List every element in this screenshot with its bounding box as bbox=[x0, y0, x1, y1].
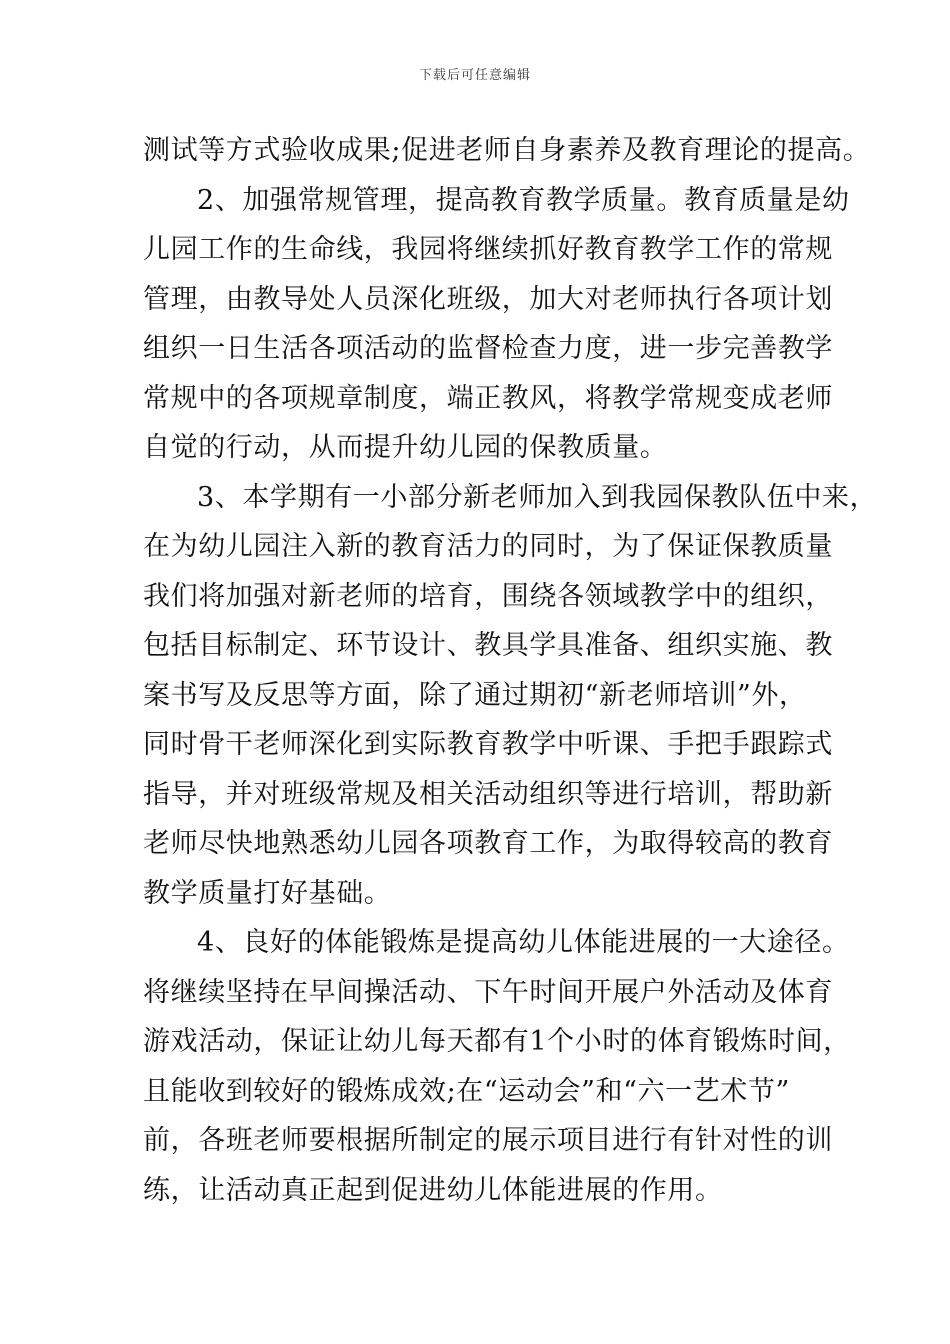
text-line: 测试等方式验收成果;促进老师自身素养及教育理论的提高。 bbox=[143, 135, 871, 166]
text-line: 组织一日生活各项活动的监督检查力度，进一步完善教学 bbox=[143, 333, 833, 364]
paragraph bbox=[143, 126, 871, 176]
text-line: 2、加强常规管理，提高教育教学质量。教育质量是幼 bbox=[197, 184, 850, 216]
text-line: 自觉的行动，从而提升幼儿园的保教质量。 bbox=[143, 432, 668, 463]
text-line: 我们将加强对新老师的培育，围绕各领域教学中的组织， bbox=[143, 580, 833, 612]
document-body bbox=[143, 126, 878, 1215]
text-line: 4、良好的体能锻炼是提高幼儿体能进展的一大途径。 bbox=[197, 927, 850, 958]
paragraph bbox=[143, 918, 851, 1215]
text-line: 儿园工作的生命线，我园将继续抓好教育教学工作的常规 bbox=[143, 234, 833, 265]
text-line: 练，让活动真正起到促进幼儿体能进展的作用。 bbox=[143, 1174, 723, 1206]
paragraph bbox=[143, 176, 850, 473]
page-header-note: 下载后可任意编辑 bbox=[418, 68, 531, 83]
text-line: 常规中的各项规章制度，端正教风，将教学常规变成老师 bbox=[143, 382, 833, 414]
text-line: 将继续坚持在早间操活动、下午时间开展户外活动及体育 bbox=[143, 976, 833, 1008]
text-line: 包括目标制定、环节设计、教具学具准备、组织实施、教 bbox=[143, 630, 833, 661]
text-line: 案书写及反思等方面，除了通过期初“新老师培训”外， bbox=[143, 679, 807, 711]
text-line: 教学质量打好基础。 bbox=[143, 877, 392, 909]
text-line: 游戏活动，保证让幼儿每天都有1个小时的体育锻炼时间， bbox=[143, 1026, 851, 1057]
text-line: 管理，由教导处人员深化班级，加大对老师执行各项计划 bbox=[143, 283, 833, 315]
text-line: 指导，并对班级常规及相关活动组织等进行培训，帮助新 bbox=[143, 778, 833, 810]
text-line: 3、本学期有一小部分新老师加入到我园保教队伍中来， bbox=[197, 481, 878, 513]
text-line: 前，各班老师要根据所制定的展示项目进行有针对性的训 bbox=[143, 1125, 833, 1156]
text-line: 在为幼儿园注入新的教育活力的同时，为了保证保教质量 bbox=[143, 531, 833, 562]
text-line: 同时骨干老师深化到实际教育教学中听课、手把手跟踪式 bbox=[143, 729, 833, 760]
text-line: 老师尽快地熟悉幼儿园各项教育工作，为取得较高的教育 bbox=[143, 828, 833, 859]
text-line: 且能收到较好的锻炼成效;在“运动会”和“六一艺术节” bbox=[143, 1075, 790, 1107]
paragraph bbox=[143, 473, 878, 919]
